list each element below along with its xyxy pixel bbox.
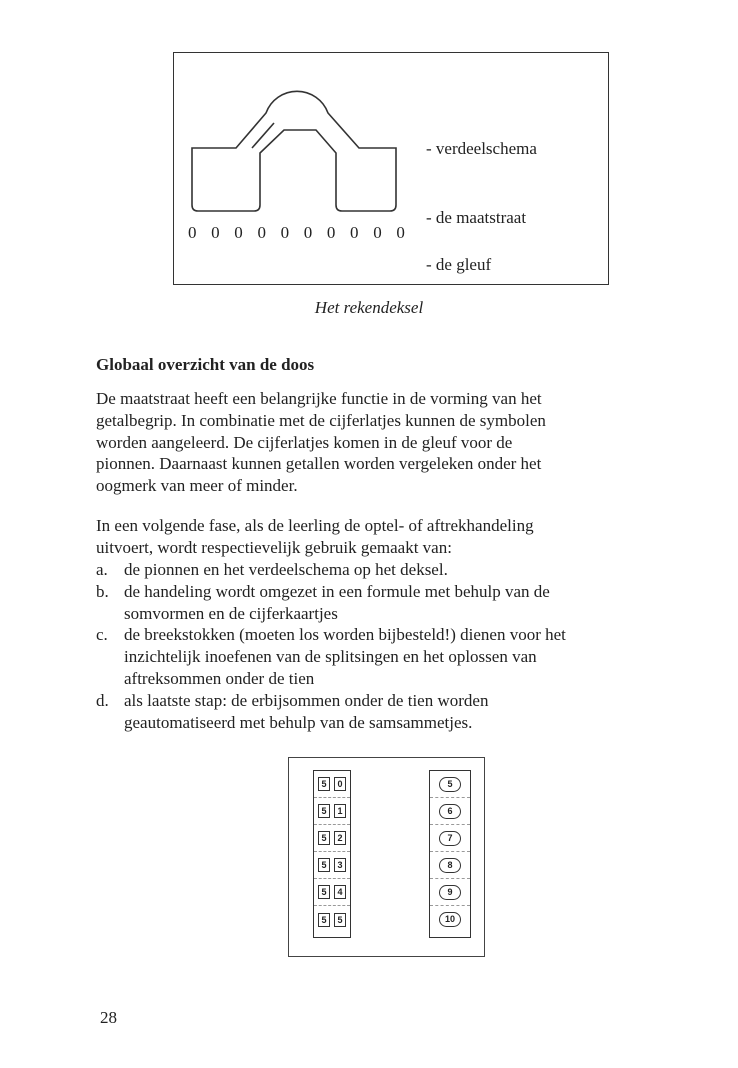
number-oval: 10 [439,912,461,927]
cijferkaartje [430,906,470,933]
digit-box: 3 [334,858,346,872]
rekendeksel-diagram [174,53,610,286]
number-oval: 9 [439,885,461,900]
digit-box: 2 [334,831,346,845]
cijferlatje [314,825,350,852]
list-item [96,690,691,734]
cijferkaartje [430,825,470,852]
list-marker: a. [96,560,108,579]
text-line: de breekstokken (moeten los worden bijbesteld!) dienen voor het [124,625,566,645]
digit-box: 5 [318,777,330,791]
number-oval: 6 [439,804,461,819]
digit-box: 1 [334,804,346,818]
digit-box: 5 [318,858,330,872]
cijferlatje [314,771,350,798]
list-marker: d. [96,690,109,710]
cijferkaartje [430,798,470,825]
text-line: In een volgende fase, als de leerling de optel- of aftrekhandeling [96,516,534,535]
text-line: als laatste stap: de erbijsommen onder de tien worden [124,690,489,710]
paragraph-1 [96,388,691,497]
digit-box: 0 [334,777,346,791]
digit-box: 5 [318,885,330,899]
cijferlatje [314,879,350,906]
cijferkaartje [430,879,470,906]
list-item [96,624,691,689]
cijferlatje [314,852,350,879]
list-item [96,559,691,581]
digit-box: 5 [318,913,330,927]
number-oval: 5 [439,777,461,792]
verdeelschema-shape [192,91,396,211]
text-line: pionnen. Daarnaast kunnen getallen worden vergeleken onder het [96,454,542,474]
text-line: somvormen en de cijferkaartjes [124,603,338,623]
text-line: inzichtelijk inoefenen van de splitsingen en het oplossen van [124,647,537,667]
figure-number-cards [288,757,485,957]
cijferkaartjes-strip [429,770,471,938]
maatstraat-zeros: 0 0 0 0 0 0 0 0 0 0 [188,223,411,242]
section-heading: Globaal overzicht van de doos [96,355,315,374]
label-maatstraat: - de maatstraat [426,208,527,227]
label-verdeelschema: - verdeelschema [426,139,537,158]
cijferlatje [314,798,350,825]
text-line: De maatstraat heeft een belangrijke functie in de vorming van het [96,389,542,408]
text-line: uitvoert, wordt respectievelijk gebruik gemaakt van: [96,537,452,557]
outline-segment [252,123,274,148]
figure-rekendeksel [173,52,609,285]
cijferkaartje [430,771,470,798]
text-line: getalbegrip. In combinatie met de cijferlatjes kunnen de symbolen [96,410,546,430]
number-oval: 8 [439,858,461,873]
text-line: oogmerk van meer of minder. [96,476,298,496]
cijferkaartje [430,852,470,879]
cijferlatjes-strip [313,770,351,938]
cijferlatje [314,906,350,933]
label-gleuf: - de gleuf [426,255,492,274]
steps-list [96,559,691,733]
text-line: geautomatiseerd met behulp van de samsammetjes. [124,712,473,732]
text-line: de handeling wordt omgezet in een formule met behulp van de [124,581,550,601]
digit-box: 4 [334,885,346,899]
text-line: aftreksommen onder de tien [124,668,315,688]
digit-box: 5 [318,804,330,818]
list-marker: c. [96,625,108,645]
text-line: de pionnen en het verdeelschema op het deksel. [124,560,448,579]
figure-caption: Het rekendeksel [314,298,424,317]
number-oval: 7 [439,831,461,846]
digit-box: 5 [318,831,330,845]
list-marker: b. [96,581,109,601]
paragraph-2 [96,515,691,559]
page-number: 28 [100,1008,117,1027]
list-item [96,581,691,625]
text-line: worden aangeleerd. De cijferlatjes komen in de gleuf voor de [96,432,513,452]
digit-box: 5 [334,913,346,927]
